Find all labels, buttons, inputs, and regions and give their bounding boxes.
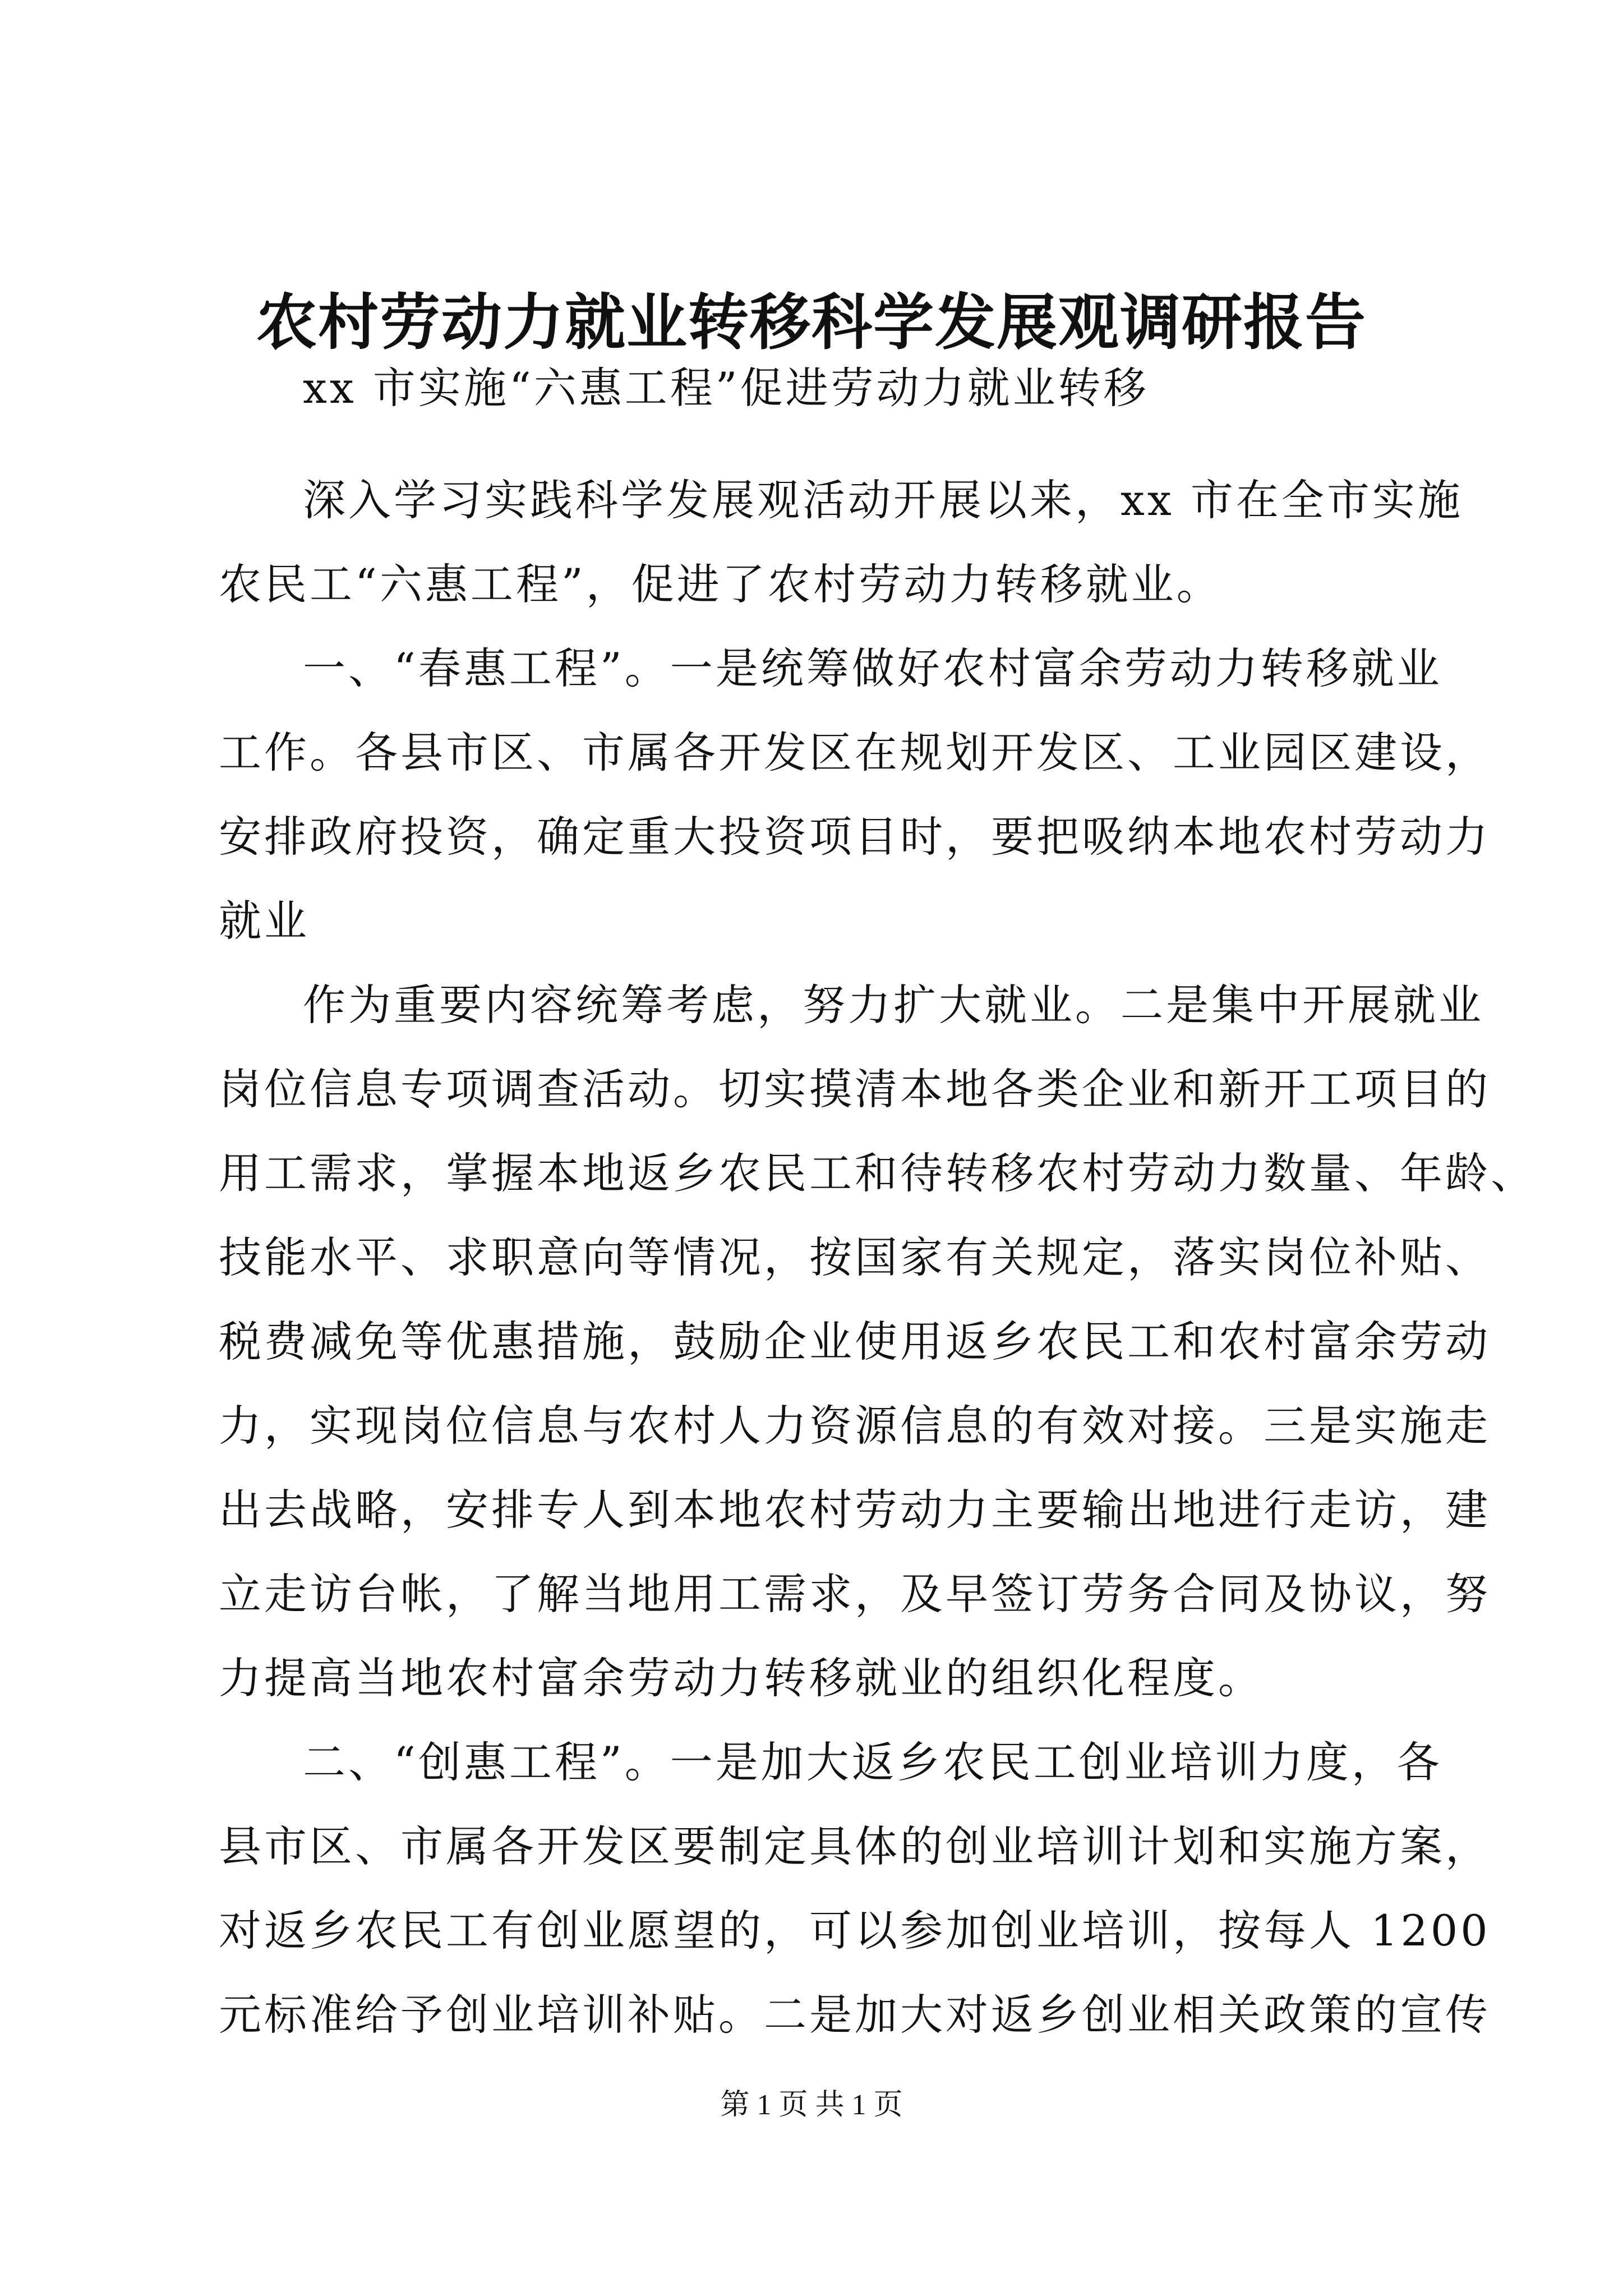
paragraph-line: 作为重要内容统筹考虑，努力扩大就业。二是集中开展就业	[303, 980, 1484, 1030]
subtitle-line: xx 市实施“六惠工程”促进劳动力就业转移	[303, 363, 1149, 413]
page-number-footer: 第 1 页 共 1 页	[720, 2089, 903, 2121]
paragraph-line: 对返乡农民工有创业愿望的，可以参加创业培训，按每人 1200	[219, 1906, 1491, 1955]
document-title: 农村劳动力就业转移科学发展观调研报告	[256, 287, 1367, 358]
paragraph-line: 深入学习实践科学发展观活动开展以来，xx 市在全市实施	[303, 475, 1463, 525]
paragraph-line: 县市区、市属各开发区要制定具体的创业培训计划和实施方案，	[219, 1821, 1491, 1871]
paragraph-line: 技能水平、求职意向等情况，按国家有关规定，落实岗位补贴、	[219, 1232, 1491, 1282]
paragraph-line: 力，实现岗位信息与农村人力资源信息的有效对接。三是实施走	[219, 1401, 1491, 1451]
paragraph-line: 岗位信息专项调查活动。切实摸清本地各类企业和新开工项目的	[219, 1064, 1491, 1114]
paragraph-line: 就业	[219, 896, 310, 946]
paragraph-line: 工作。各县市区、市属各开发区在规划开发区、工业园区建设，	[219, 728, 1491, 777]
paragraph-line: 元标准给予创业培训补贴。二是加大对返乡创业相关政策的宣传	[219, 1990, 1491, 2040]
paragraph-line: 力提高当地农村富余劳动力转移就业的组织化程度。	[219, 1653, 1264, 1703]
paragraph-line: 税费减免等优惠措施，鼓励企业使用返乡农民工和农村富余劳动	[219, 1317, 1491, 1366]
paragraph-line: 出去战略，安排专人到本地农村劳动力主要输出地进行走访，建	[219, 1485, 1491, 1535]
paragraph-line: 用工需求，掌握本地返乡农民工和待转移农村劳动力数量、年龄、	[219, 1148, 1536, 1198]
paragraph-line: 安排政府投资，确定重大投资项目时，要把吸纳本地农村劳动力	[219, 812, 1491, 862]
paragraph-line: 农民工“六惠工程”，促进了农村劳动力转移就业。	[219, 559, 1222, 609]
paragraph-line: 二、“创惠工程”。一是加大返乡农民工创业培训力度，各	[303, 1737, 1442, 1787]
paragraph-line: 一、“春惠工程”。一是统筹做好农村富余劳动力转移就业	[303, 643, 1442, 693]
paragraph-line: 立走访台帐，了解当地用工需求，及早签订劳务合同及协议，努	[219, 1569, 1491, 1619]
